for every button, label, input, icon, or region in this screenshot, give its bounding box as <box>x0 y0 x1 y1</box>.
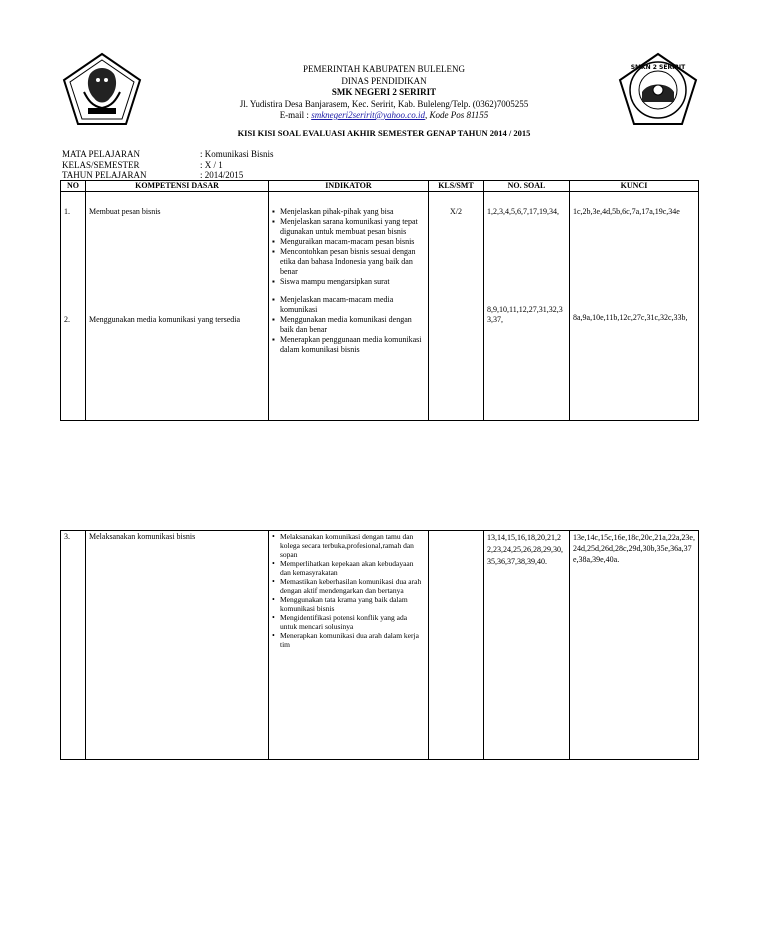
email-line <box>150 110 618 122</box>
meta-value: : 2014/2015 <box>200 170 244 180</box>
row1-no: 1. <box>64 207 70 216</box>
meta-row <box>62 160 274 171</box>
school-emblem-icon <box>618 52 698 127</box>
meta-key: MATA PELAJARAN <box>62 149 141 159</box>
row-kls <box>429 192 484 421</box>
row1-kd: Membuat pesan bisnis <box>89 207 161 216</box>
kisi-table <box>60 180 699 421</box>
row1-indikator-list <box>272 207 425 287</box>
list-item: ▪ Siswa mampu mengarsipkan surat <box>272 277 425 287</box>
list-item: ▪ Menjelaskan pihak-pihak yang bisa <box>272 207 425 217</box>
letterhead-line1: PEMERINTAH KABUPATEN BULELENG <box>303 64 465 74</box>
row3-kls <box>429 531 484 760</box>
meta-value: : X / 1 <box>200 159 223 170</box>
col-kunci: KUNCI <box>570 181 699 192</box>
row2-no: 2. <box>64 315 70 324</box>
list-item: ▪ Mencontohkan pesan bisnis sesuai dengan etika dan bahasa Indonesia yang baik dan benar <box>272 247 425 277</box>
crest-icon <box>62 52 142 127</box>
row1-kls: X/2 <box>450 207 462 216</box>
row-indikator <box>269 192 429 421</box>
letterhead-line2: DINAS PENDIDIKAN <box>341 75 427 86</box>
document-title: KISI KISI SOAL EVALUASI AKHIR SEMESTER GENAP TAHUN 2014 / 2015 <box>237 128 531 138</box>
table-row <box>61 531 699 760</box>
row3-no: 3. <box>61 531 86 760</box>
email-link[interactable]: smknegeri2seririt@yahoo.co.id <box>311 110 425 120</box>
col-soal: NO. SOAL <box>484 181 570 192</box>
row3-indikator <box>269 531 429 760</box>
list-item: ▪ Menguraikan macam-macam pesan bisnis <box>272 237 425 247</box>
row-no <box>61 192 86 421</box>
col-no: NO <box>61 181 86 192</box>
row3-soal <box>484 531 570 760</box>
meta-key: KELAS/SEMESTER <box>62 159 140 170</box>
row2-kunci: 8a,9a,10e,11b,12c,27c,31c,32c,33b, <box>573 313 688 322</box>
list-item: • Memastikan keberhasilan komunikasi dua arah dengan aktif mendengarkan dan bertanya <box>272 577 425 595</box>
row-kunci <box>570 192 699 421</box>
letterhead <box>150 64 618 122</box>
row3-kunci-text: 13e,14c,15c,16e,18c,20c,21a,22a,23e,24d,25d,26d,28c,29d,30b,35e,36a,37e,38a,39e,40a. <box>573 533 695 564</box>
row-soal <box>484 192 570 421</box>
row-kd <box>86 192 269 421</box>
list-item: ▪ Menerapkan penggunaan media komunikasi dalam komunikasi bisnis <box>272 335 425 355</box>
row3-indikator-list <box>272 532 425 649</box>
col-kls: KLS/SMT <box>429 181 484 192</box>
list-item: • Melaksanakan komunikasi dengan tamu dan kolega secara terbuka,profesional,ramah dan sopan <box>272 532 425 559</box>
row3-soal-text: 13,14,15,16,18,20,21,22,23,24,25,26,28,29,30,35,36,37,38,39,40. <box>487 533 563 566</box>
emblem-text: SMKN 2 SERIRIT <box>630 64 686 71</box>
list-item: ▪ Menjelaskan macam-macam media komunikasi <box>272 295 425 315</box>
row3-kunci <box>570 531 699 760</box>
meta-value: : Komunikasi Bisnis <box>200 149 274 159</box>
col-kompetensi: KOMPETENSI DASAR <box>86 181 269 192</box>
list-item: • Mengidentifikasi potensi konflik yang ada untuk mencari solusinya <box>272 613 425 631</box>
list-item: • Menggunakan tata krama yang baik dalam komunikasi bisnis <box>272 595 425 613</box>
meta-block <box>62 149 274 181</box>
row1-soal: 1,2,3,4,5,6,7,17,19,34, <box>487 207 559 216</box>
row3-kd: Melaksanakan komunikasi bisnis <box>86 531 269 760</box>
meta-row <box>62 170 274 181</box>
postal-code: , Kode Pos 81155 <box>424 110 489 120</box>
kisi-table-continued <box>60 530 699 760</box>
row2-kd: Menggunakan media komunikasi yang tersedia <box>89 315 241 324</box>
meta-key: TAHUN PELAJARAN <box>62 170 147 180</box>
list-item: ▪ Menjelaskan sarana komunikasi yang tepat digunakan untuk membuat pesan bisnis <box>272 217 425 237</box>
list-item: ▪ Menggunakan media komunikasi dengan baik dan benar <box>272 315 425 335</box>
list-item: • Menerapkan komunikasi dua arah dalam kerja tim <box>272 631 425 649</box>
table-row <box>61 192 699 421</box>
meta-row <box>62 149 274 160</box>
left-logo <box>62 52 142 127</box>
table-header-row <box>61 181 699 192</box>
col-indikator: INDIKATOR <box>269 181 429 192</box>
right-logo <box>618 52 698 127</box>
email-label: E-mail : <box>279 110 312 120</box>
row1-kunci: 1c,2b,3e,4d,5b,6c,7a,17a,19c,34e <box>573 207 680 216</box>
list-item: • Memperlihatkan kepekaan akan kebudayaan dan kemasyrakatan <box>272 559 425 577</box>
row2-soal: 8,9,10,11,12,27,31,32,33,37, <box>487 305 563 324</box>
row2-indikator-list <box>272 295 425 355</box>
address: Jl. Yudistira Desa Banjarasem, Kec. Seririt, Kab. Buleleng/Telp. (0362)7005255 <box>239 98 529 109</box>
school-name: SMK NEGERI 2 SERIRIT <box>331 87 437 97</box>
